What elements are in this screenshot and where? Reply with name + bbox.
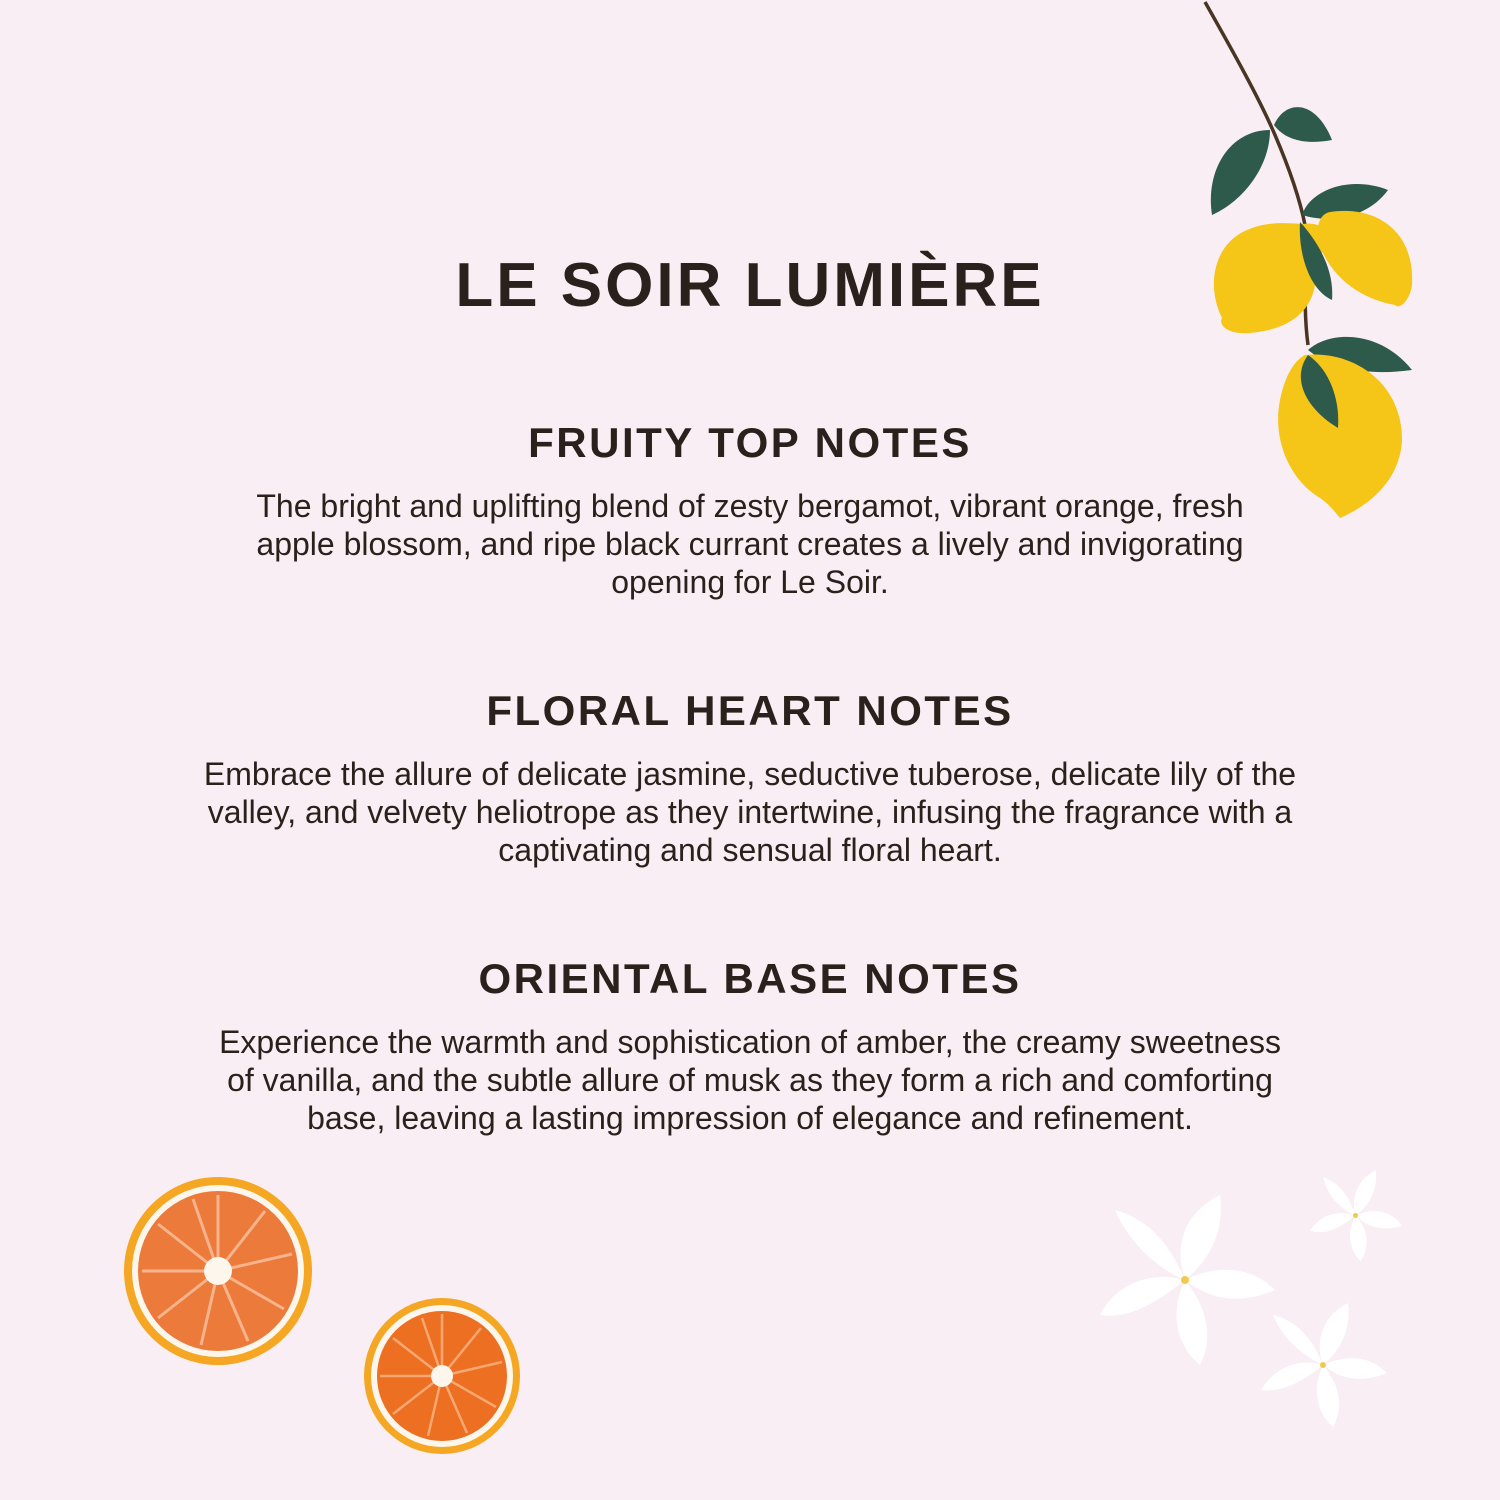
section-description: The bright and uplifting blend of zesty bergamot, vibrant orange, fresh apple blossom, and ripe black currant creates a lively and invigorating opening for Le Soir. [256, 488, 1244, 600]
jasmine-flower-icon [1095, 1190, 1275, 1370]
section-heading: ORIENTAL BASE NOTES [478, 955, 1022, 1002]
page-title: LE SOIR LUMIÈRE [455, 251, 1045, 320]
section-fruity-top-notes [150, 415, 1350, 601]
orange-slice-icon [362, 1296, 522, 1456]
section-description: Embrace the allure of delicate jasmine, seductive tuberose, delicate lily of the valley, and velvety heliotrope as they intertwine, infusing the fragrance with a captivating and sensual floral heart. [203, 756, 1297, 868]
section-heading: FRUITY TOP NOTES [528, 419, 972, 466]
jasmine-flower-icon [1308, 1168, 1403, 1263]
section-floral-heart-notes [150, 683, 1350, 869]
section-heading: FLORAL HEART NOTES [486, 687, 1014, 734]
orange-slice-icon [122, 1175, 314, 1367]
section-description: Experience the warmth and sophistication of amber, the creamy sweetness of vanilla, and the subtle allure of musk as they form a rich and comforting base, leaving a lasting impression of elegance and refinement. [219, 1024, 1281, 1136]
jasmine-flower-icon [1258, 1300, 1388, 1430]
section-oriental-base-notes [150, 951, 1350, 1137]
